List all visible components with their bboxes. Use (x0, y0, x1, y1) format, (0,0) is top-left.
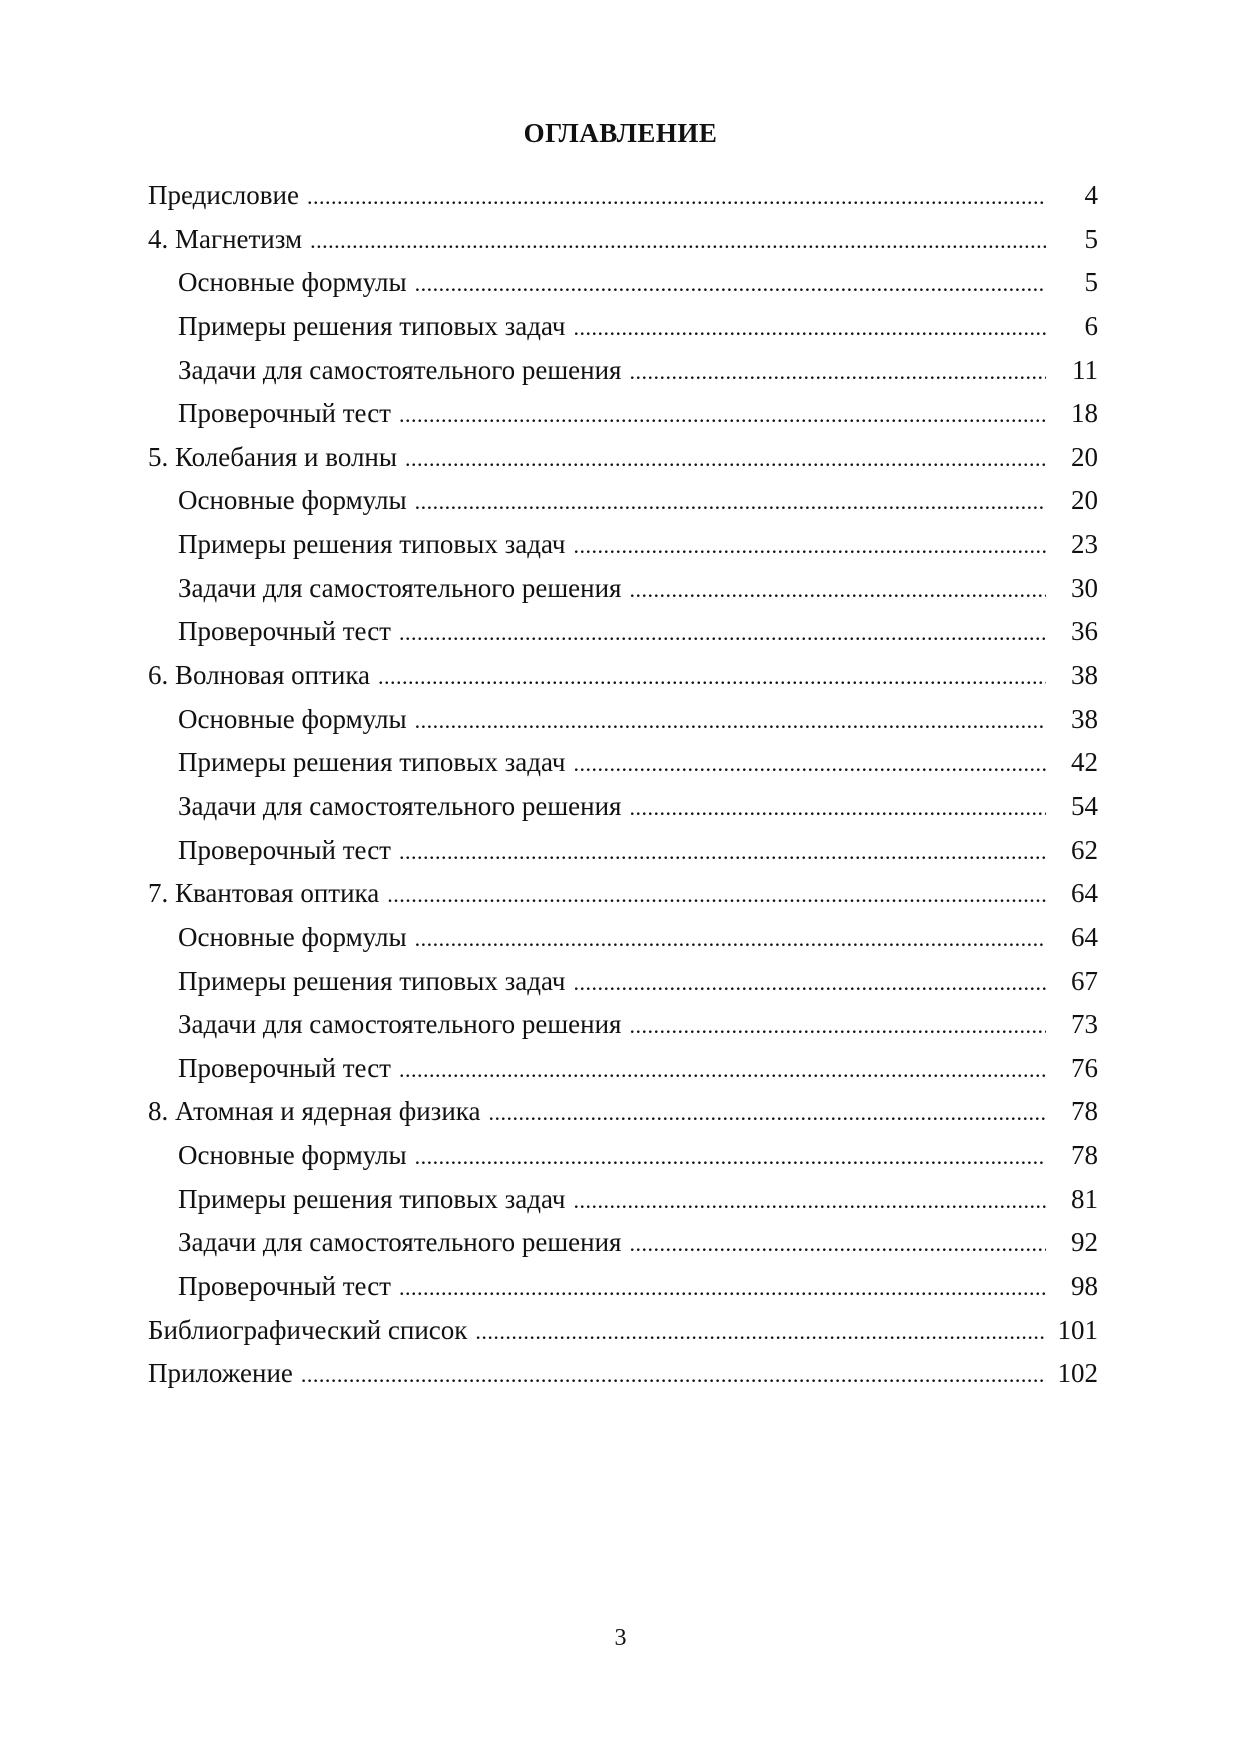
toc-leader-dots (629, 577, 1046, 603)
toc-entry-label: Проверочный тест (178, 616, 391, 647)
toc-entry-page: 38 (1071, 703, 1098, 734)
toc-leader-dots (301, 1362, 1046, 1388)
toc-entry-page: 67 (1071, 965, 1098, 996)
toc-leader-dots (415, 926, 1046, 952)
toc-leader-dots (405, 446, 1046, 472)
toc-entry-label: 6. Волновая оптика (148, 660, 371, 691)
toc-subentry[interactable] (148, 704, 1098, 748)
toc-leader-dots (399, 1275, 1046, 1301)
toc-entry-label: Основные формулы (178, 267, 407, 298)
toc-leader-dots (573, 315, 1046, 341)
toc-entry-page: 11 (1072, 354, 1098, 385)
toc-entry-label: Задачи для самостоятельного решения (178, 572, 622, 603)
toc-entry[interactable] (148, 878, 1098, 922)
toc-leader-dots (629, 1013, 1046, 1039)
toc-entry[interactable] (148, 442, 1098, 486)
toc-subentry[interactable] (148, 922, 1098, 966)
toc-subentry[interactable] (148, 1271, 1098, 1315)
toc-subentry[interactable] (148, 485, 1098, 529)
toc-subentry[interactable] (148, 1053, 1098, 1097)
toc-subentry[interactable] (148, 1009, 1098, 1053)
toc-entry-page: 54 (1071, 790, 1098, 821)
toc-entry-label: 5. Колебания и волны (148, 441, 398, 472)
toc-subentry[interactable] (148, 1184, 1098, 1228)
toc-subentry[interactable] (148, 1227, 1098, 1271)
toc-leader-dots (415, 489, 1046, 515)
toc-entry-page: 30 (1071, 572, 1098, 603)
toc-entry[interactable] (148, 1315, 1098, 1359)
table-of-contents (148, 180, 1098, 1402)
toc-leader-dots (399, 402, 1046, 428)
page-title: ОГЛАВЛЕНИЕ (523, 118, 718, 148)
toc-entry-label: Основные формулы (178, 1140, 407, 1171)
toc-entry-page: 18 (1071, 398, 1098, 429)
toc-entry[interactable] (148, 180, 1098, 224)
toc-entry-label: Задачи для самостоятельного решения (178, 1009, 622, 1040)
toc-leader-dots (573, 970, 1046, 996)
toc-leader-dots (475, 1319, 1046, 1345)
toc-leader-dots (629, 359, 1046, 385)
toc-leader-dots (399, 839, 1046, 865)
toc-subentry[interactable] (148, 616, 1098, 660)
toc-entry-label: Приложение (148, 1358, 293, 1389)
toc-entry-label: Примеры решения типовых задач (178, 529, 566, 560)
toc-entry-label: 8. Атомная и ядерная физика (148, 1096, 481, 1127)
toc-entry-page: 98 (1071, 1271, 1098, 1302)
toc-entry-page: 102 (1057, 1358, 1098, 1389)
toc-subentry[interactable] (148, 791, 1098, 835)
toc-entry-page: 42 (1071, 747, 1098, 778)
toc-entry-label: Примеры решения типовых задач (178, 310, 566, 341)
toc-entry-label: 7. Квантовая оптика (148, 878, 380, 909)
toc-entry[interactable] (148, 224, 1098, 268)
toc-subentry[interactable] (148, 1140, 1098, 1184)
toc-entry-page: 64 (1071, 878, 1098, 909)
toc-entry[interactable] (148, 660, 1098, 704)
toc-entry[interactable] (148, 1096, 1098, 1140)
toc-leader-dots (629, 1231, 1046, 1257)
toc-entry-page: 62 (1071, 834, 1098, 865)
toc-subentry[interactable] (148, 747, 1098, 791)
toc-leader-dots (573, 1188, 1046, 1214)
toc-subentry[interactable] (148, 267, 1098, 311)
toc-subentry[interactable] (148, 529, 1098, 573)
toc-leader-dots (387, 882, 1046, 908)
toc-entry-label: Библиографический список (148, 1314, 468, 1345)
toc-entry-label: Проверочный тест (178, 398, 391, 429)
toc-entry-label: Проверочный тест (178, 834, 391, 865)
toc-entry-label: Задачи для самостоятельного решения (178, 354, 622, 385)
toc-entry-page: 78 (1071, 1096, 1098, 1127)
toc-leader-dots (629, 795, 1046, 821)
toc-entry[interactable] (148, 1358, 1098, 1402)
toc-leader-dots (415, 271, 1046, 297)
toc-entry-page: 4 (1084, 180, 1098, 210)
toc-leader-dots (573, 533, 1046, 559)
toc-entry-page: 81 (1071, 1183, 1098, 1214)
toc-entry-label: Задачи для самостоятельного решения (178, 1227, 622, 1258)
toc-entry-label: Примеры решения типовых задач (178, 747, 566, 778)
toc-entry-label: 4. Магнетизм (148, 223, 303, 254)
toc-entry-page: 20 (1071, 441, 1098, 472)
toc-entry-label: Основные формулы (178, 921, 407, 952)
toc-leader-dots (573, 751, 1046, 777)
toc-entry-page: 64 (1071, 921, 1098, 952)
toc-leader-dots (399, 620, 1046, 646)
toc-subentry[interactable] (148, 398, 1098, 442)
toc-subentry[interactable] (148, 835, 1098, 879)
toc-entry-label: Основные формулы (178, 703, 407, 734)
toc-entry-label: Задачи для самостоятельного решения (178, 790, 622, 821)
toc-subentry[interactable] (148, 311, 1098, 355)
toc-entry-page: 5 (1084, 267, 1098, 298)
toc-leader-dots (399, 1057, 1046, 1083)
toc-entry-label: Примеры решения типовых задач (178, 1183, 566, 1214)
toc-entry-page: 78 (1071, 1140, 1098, 1171)
toc-entry-page: 5 (1084, 223, 1098, 254)
toc-entry-label: Проверочный тест (178, 1052, 391, 1083)
toc-entry-page: 92 (1071, 1227, 1098, 1258)
toc-entry-page: 20 (1071, 485, 1098, 516)
toc-entry-label: Примеры решения типовых задач (178, 965, 566, 996)
toc-entry-page: 36 (1071, 616, 1098, 647)
toc-entry-label: Предисловие (148, 180, 299, 210)
toc-leader-dots (310, 228, 1046, 254)
toc-entry-page: 101 (1057, 1314, 1098, 1345)
toc-entry-page: 6 (1084, 310, 1098, 341)
toc-subentry[interactable] (148, 966, 1098, 1010)
toc-leader-dots (488, 1100, 1046, 1126)
toc-entry-page: 23 (1071, 529, 1098, 560)
toc-leader-dots (378, 664, 1046, 690)
toc-entry-page: 38 (1071, 660, 1098, 691)
toc-subentry[interactable] (148, 573, 1098, 617)
toc-subentry[interactable] (148, 355, 1098, 399)
toc-entry-label: Основные формулы (178, 485, 407, 516)
toc-leader-dots (415, 708, 1046, 734)
toc-entry-page: 76 (1071, 1052, 1098, 1083)
toc-leader-dots (307, 184, 1046, 210)
toc-entry-page: 73 (1071, 1009, 1098, 1040)
toc-entry-label: Проверочный тест (178, 1271, 391, 1302)
page-number: 3 (614, 1625, 627, 1651)
toc-leader-dots (415, 1144, 1046, 1170)
